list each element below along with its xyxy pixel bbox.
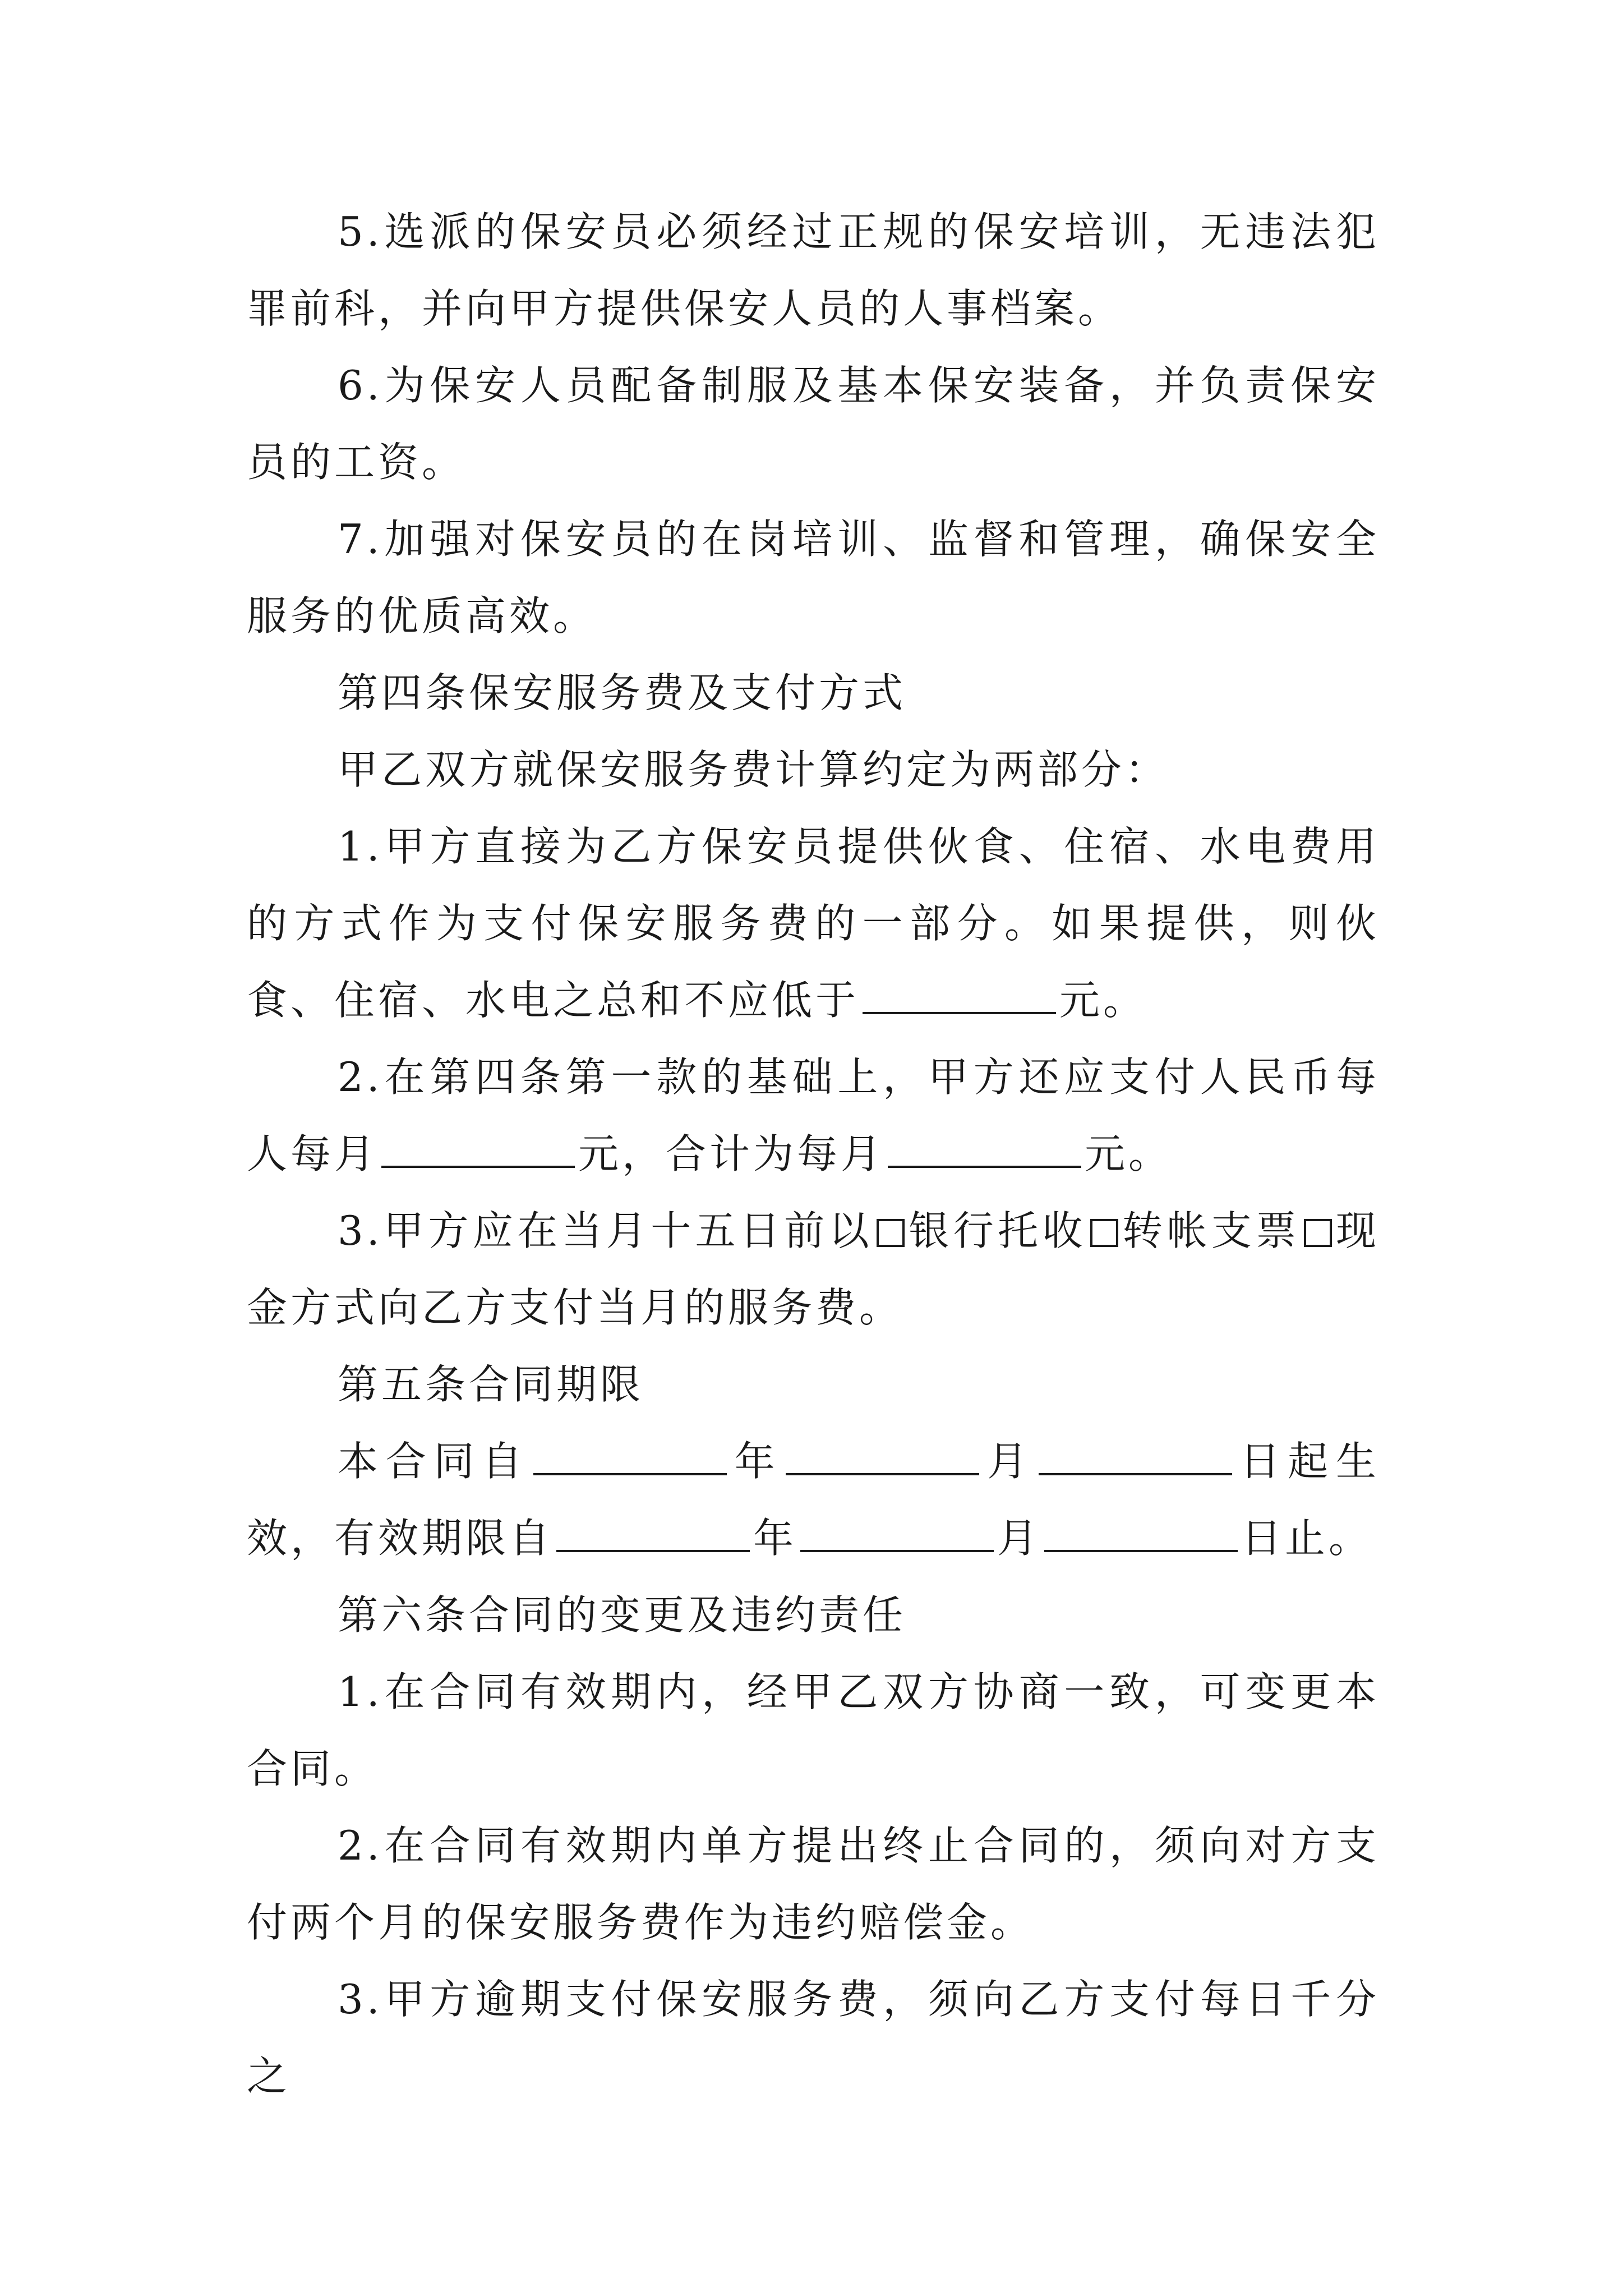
term-start-label: 本合同自 <box>338 1438 530 1485</box>
clause-item-7: 7.加强对保安员的在岗培训、监督和管理，确保安全服务的优质高效。 <box>247 516 1380 639</box>
blank-field-start-day[interactable] <box>1039 1439 1232 1475</box>
fee-item-1 <box>247 808 1380 1039</box>
article-6-heading: 第六条合同的变更及违约责任 <box>338 1591 907 1639</box>
term-end-month-label: 月 <box>997 1515 1041 1562</box>
term-end-year-label: 年 <box>753 1515 797 1562</box>
blank-field-monthly-total[interactable] <box>888 1132 1081 1168</box>
option-transfer-check: 转帐支票 <box>1121 1207 1301 1254</box>
term-month-label: 月 <box>983 1438 1035 1485</box>
fee-item-2-mid: 元，合计为每月 <box>578 1130 885 1177</box>
change-item-1: 1.在合同有效期内，经甲乙双方协商一致，可变更本合同。 <box>247 1668 1380 1792</box>
option-cash: 现金方式向乙方支付当月的服务费。 <box>247 1207 1380 1331</box>
fee-item-2-text: 2.在第四条第一款的基础上，甲方还应支付人民币每人每月 <box>247 1053 1380 1177</box>
fee-item-2 <box>247 1039 1380 1193</box>
article-4-heading: 第四条保安服务费及支付方式 <box>338 669 907 716</box>
fee-item-1-text: 1.甲方直接为乙方保安员提供伙食、住宿、水电费用的方式作为支付保安服务费的一部分。如果提供，则伙食、住宿、水电之总和不应低于 <box>247 823 1380 1024</box>
checkbox-transfer-check[interactable] <box>1090 1219 1118 1247</box>
clause-item-6: 6.为保安人员配备制服及基本保安装备，并负责保安员的工资。 <box>247 362 1380 486</box>
article-4-intro: 甲乙双方就保安服务费计算约定为两部分： <box>338 746 1169 793</box>
blank-field-min-amount[interactable] <box>863 978 1056 1014</box>
change-item-2: 2.在合同有效期内单方提出终止合同的，须向对方支付两个月的保安服务费作为违约赔偿金。 <box>247 1822 1380 1946</box>
clause-item-5: 5.选派的保安员必须经过正规的保安培训，无违法犯罪前科，并向甲方提供保安人员的人事档案。 <box>247 208 1380 332</box>
checkbox-bank-collection[interactable] <box>877 1219 905 1247</box>
term-year-label: 年 <box>730 1438 783 1485</box>
blank-field-start-month[interactable] <box>786 1439 979 1475</box>
blank-field-per-person-monthly[interactable] <box>381 1132 575 1168</box>
blank-field-end-month[interactable] <box>800 1516 994 1552</box>
term-effective-label: 日起生效，有效期限自 <box>247 1438 1380 1562</box>
fee-item-3 <box>247 1193 1380 1346</box>
checkbox-cash[interactable] <box>1304 1219 1332 1247</box>
blank-field-end-year[interactable] <box>556 1516 750 1552</box>
fee-item-2-unit: 元。 <box>1085 1130 1173 1177</box>
document-body <box>247 194 1380 2115</box>
fee-item-1-unit: 元。 <box>1059 977 1147 1024</box>
article-5-heading: 第五条合同期限 <box>338 1361 644 1408</box>
blank-field-start-year[interactable] <box>533 1439 727 1475</box>
option-bank-collection: 银行托收 <box>908 1207 1087 1254</box>
fee-item-3-text: 3.甲方应在当月十五日前以 <box>338 1207 873 1254</box>
change-item-3: 3.甲方逾期支付保安服务费，须向乙方支付每日千分之 <box>247 1976 1380 2100</box>
term-end-label: 日止。 <box>1241 1515 1373 1562</box>
blank-field-end-day[interactable] <box>1044 1516 1238 1552</box>
contract-term <box>247 1423 1380 1577</box>
